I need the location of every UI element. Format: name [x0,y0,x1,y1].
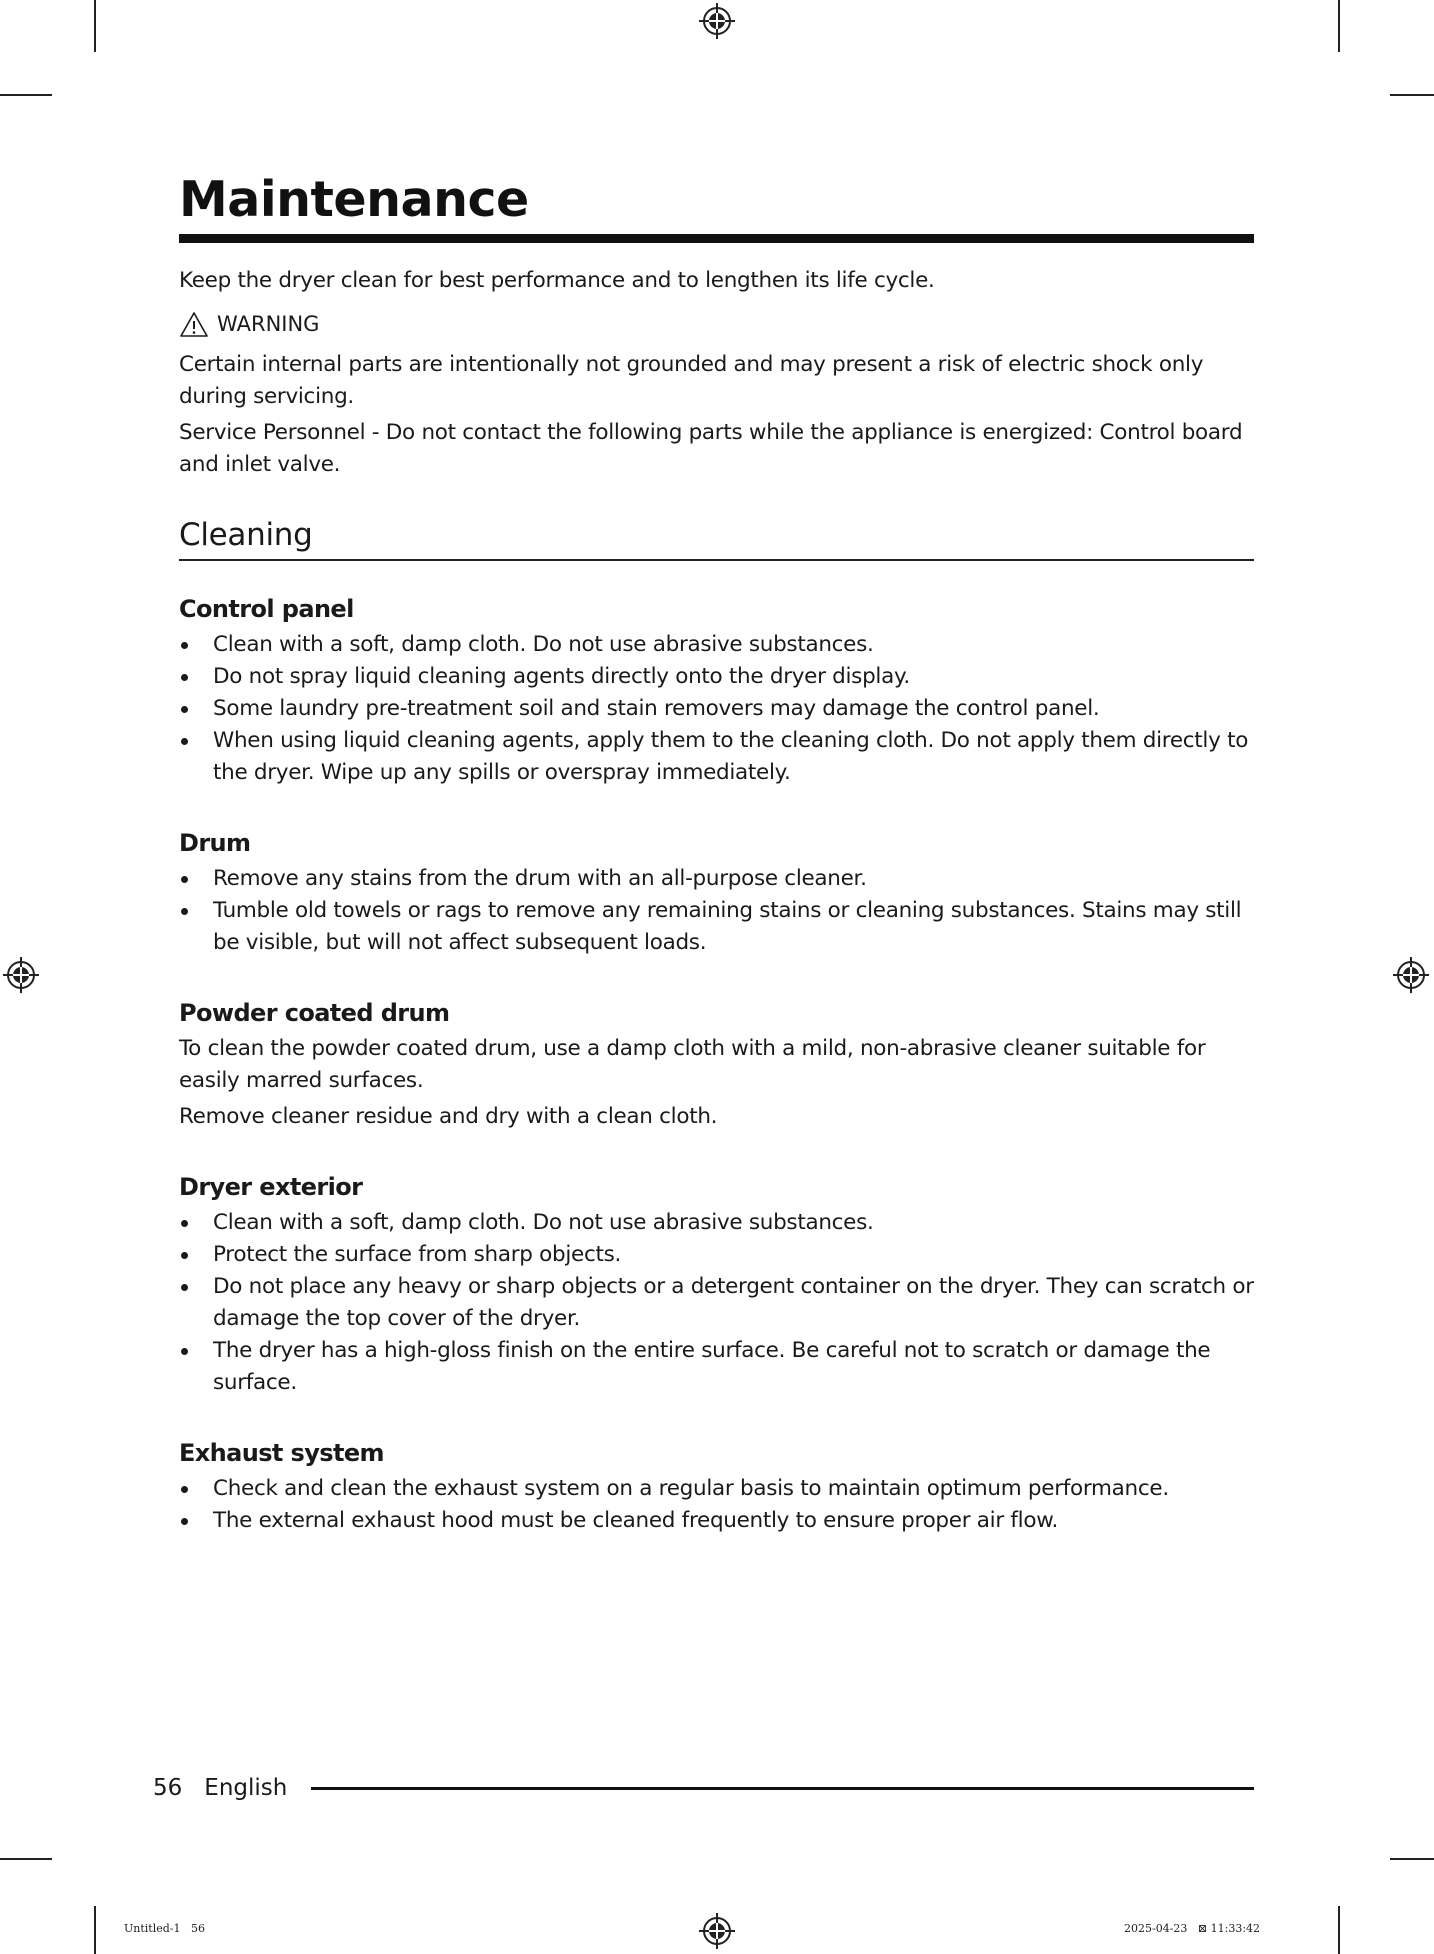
list-item: Protect the surface from sharp objects. [179,1239,1254,1271]
warning-paragraph: Certain internal parts are intentionally not grounded and may present a risk of electric shock only during servicing. [179,352,1204,409]
crop-mark [0,1858,52,1860]
print-slug-right: 2025-04-23 ⊠ 11:33:42 [1124,1922,1261,1935]
footer-language: English [204,1775,288,1801]
page-content [179,168,1254,1537]
list-item: Tumble old towels or rags to remove any remaining stains or cleaning substances. Stains may still be visible, but will not affect subsequent loads. [179,895,1254,959]
list-item: Some laundry pre-treatment soil and stain removers may damage the control panel. [179,693,1254,725]
subsection-title-control-panel: Control panel [179,594,354,623]
page-number: 56 [153,1775,183,1801]
warning-triangle-icon [179,311,209,338]
list-item: Do not place any heavy or sharp objects or a detergent container on the dryer. They can scratch or damage the top cover of the dryer. [179,1271,1254,1335]
list-item: Clean with a soft, damp cloth. Do not use abrasive substances. [179,629,1254,661]
crop-mark [1338,0,1340,52]
list-item: Do not spray liquid cleaning agents directly onto the dryer display. [179,661,1254,693]
list-item: When using liquid cleaning agents, apply them to the cleaning cloth. Do not apply them directly to the dryer. Wipe up any spills or overspray immediately. [179,725,1254,789]
section-title: Cleaning [179,517,313,553]
registration-mark-icon [1393,957,1429,993]
list-item: Clean with a soft, damp cloth. Do not use abrasive substances. [179,1207,1254,1239]
crop-mark [94,1906,96,1954]
section-rule [179,559,1254,561]
print-slug-left: Untitled-1 56 [124,1922,205,1935]
subsection-title-drum: Drum [179,828,251,857]
paragraph: Remove cleaner residue and dry with a clean cloth. [179,1103,718,1129]
warning-label: WARNING [217,312,320,336]
registration-mark-icon [3,957,39,993]
list-item: Remove any stains from the drum with an all-purpose cleaner. [179,863,1254,895]
registration-mark-icon [699,1913,735,1949]
list-item: The external exhaust hood must be cleaned frequently to ensure proper air flow. [179,1505,1254,1537]
intro-text: Keep the dryer clean for best performance and to lengthen its life cycle. [179,268,935,293]
warning-heading [179,309,1254,339]
drum-list [179,863,1254,959]
crop-mark [1338,1906,1340,1954]
warning-paragraph: Service Personnel - Do not contact the following parts while the appliance is energized: Control board and inlet valve. [179,420,1243,477]
crop-mark [94,0,96,52]
page-title: Maintenance [179,171,529,228]
control-panel-list [179,629,1254,789]
list-item: The dryer has a high-gloss finish on the entire surface. Be careful not to scratch or damage the surface. [179,1335,1254,1399]
page-footer [153,1772,1254,1804]
crop-mark [1390,1858,1434,1860]
footer-rule [311,1787,1254,1790]
list-item: Check and clean the exhaust system on a regular basis to maintain optimum performance. [179,1473,1254,1505]
crop-mark [0,94,52,96]
registration-mark-icon [699,3,735,39]
subsection-title-dryer-exterior: Dryer exterior [179,1172,363,1201]
exhaust-system-list [179,1473,1254,1537]
subsection-title-exhaust-system: Exhaust system [179,1438,384,1467]
crop-mark [1390,94,1434,96]
title-rule [179,234,1254,243]
subsection-title-powder-coated-drum: Powder coated drum [179,998,450,1027]
paragraph: To clean the powder coated drum, use a damp cloth with a mild, non-abrasive cleaner suitable for easily marred surfaces. [179,1035,1206,1093]
dryer-exterior-list [179,1207,1254,1399]
